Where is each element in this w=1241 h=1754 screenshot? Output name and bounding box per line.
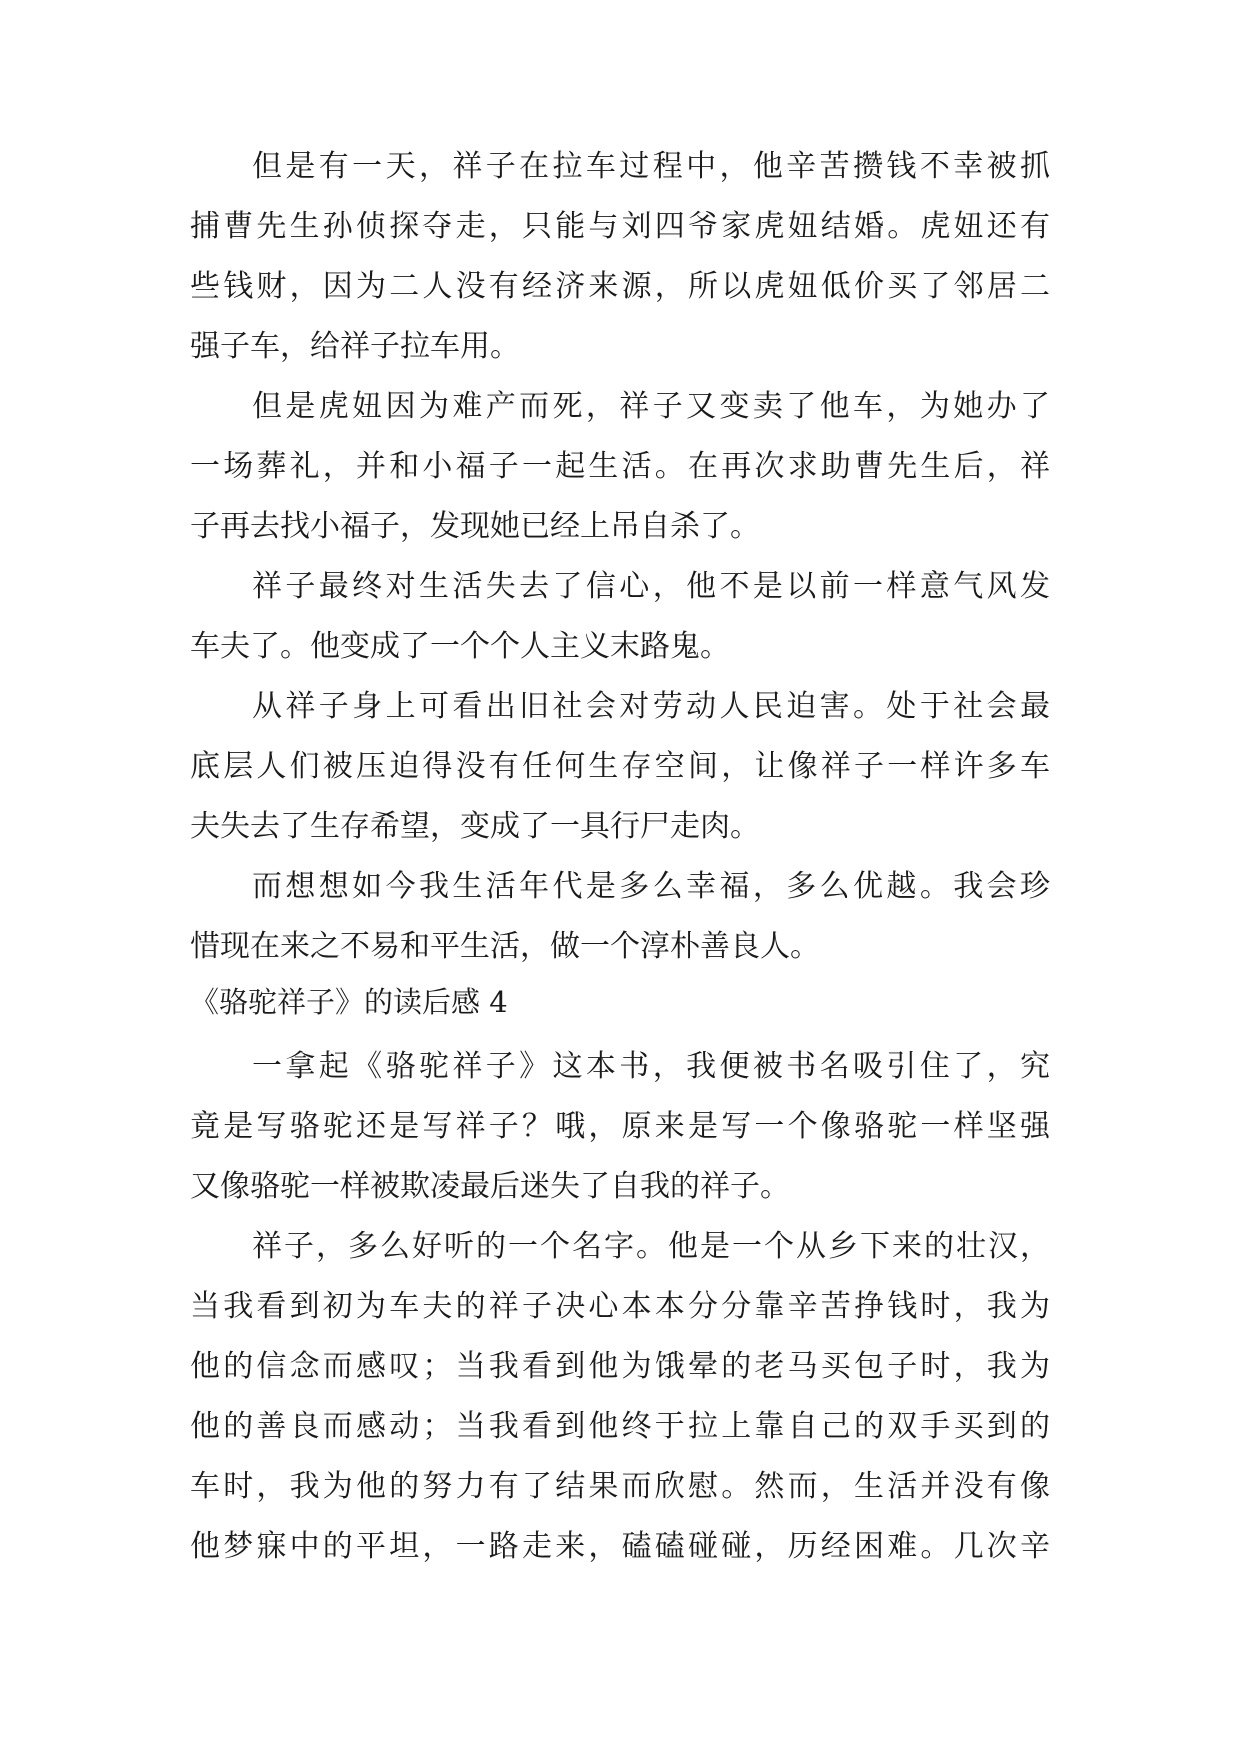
paragraph-line: 他梦寐中的平坦，一路走来，磕磕碰碰，历经困难。几次辛 — [190, 1529, 1050, 1564]
section-heading: 《骆驼祥子》的读后感 4 — [190, 985, 508, 1019]
paragraph-line: 祥子，多么好听的一个名字。他是一个从乡下来的壮汉， — [252, 1229, 1050, 1264]
paragraph-line: 从祥子身上可看出旧社会对劳动人民迫害。处于社会最 — [252, 689, 1050, 724]
paragraph-line: 一拿起《骆驼祥子》这本书，我便被书名吸引住了，究 — [252, 1049, 1050, 1084]
paragraph-line: 些钱财，因为二人没有经济来源，所以虎妞低价买了邻居二 — [190, 269, 1050, 304]
paragraph-line: 车时，我为他的努力有了结果而欣慰。然而，生活并没有像 — [190, 1469, 1050, 1504]
paragraph-line: 又像骆驼一样被欺凌最后迷失了自我的祥子。 — [190, 1169, 790, 1204]
paragraph-line: 但是虎妞因为难产而死，祥子又变卖了他车，为她办了 — [252, 389, 1050, 424]
paragraph-line: 祥子最终对生活失去了信心，他不是以前一样意气风发 — [252, 569, 1050, 604]
paragraph-line: 但是有一天，祥子在拉车过程中，他辛苦攒钱不幸被抓 — [252, 149, 1050, 184]
paragraph-line: 而想想如今我生活年代是多么幸福，多么优越。我会珍 — [252, 869, 1050, 904]
paragraph-line: 竟是写骆驼还是写祥子？哦，原来是写一个像骆驼一样坚强 — [190, 1109, 1050, 1144]
paragraph-line: 惜现在来之不易和平生活，做一个淳朴善良人。 — [190, 929, 820, 964]
paragraph-line: 他的信念而感叹；当我看到他为饿晕的老马买包子时，我为 — [190, 1349, 1050, 1384]
paragraph-line: 当我看到初为车夫的祥子决心本本分分靠辛苦挣钱时，我为 — [190, 1289, 1050, 1324]
paragraph-line: 夫失去了生存希望，变成了一具行尸走肉。 — [190, 809, 760, 844]
paragraph-line: 一场葬礼，并和小福子一起生活。在再次求助曹先生后，祥 — [190, 449, 1050, 484]
paragraph-line: 强子车，给祥子拉车用。 — [190, 329, 520, 364]
paragraph-line: 他的善良而感动；当我看到他终于拉上靠自己的双手买到的 — [190, 1409, 1050, 1444]
paragraph-line: 车夫了。他变成了一个个人主义末路鬼。 — [190, 629, 730, 664]
paragraph-line: 捕曹先生孙侦探夺走，只能与刘四爷家虎妞结婚。虎妞还有 — [190, 209, 1050, 244]
paragraph-line: 子再去找小福子，发现她已经上吊自杀了。 — [190, 509, 760, 544]
paragraph-line: 底层人们被压迫得没有任何生存空间，让像祥子一样许多车 — [190, 749, 1050, 784]
